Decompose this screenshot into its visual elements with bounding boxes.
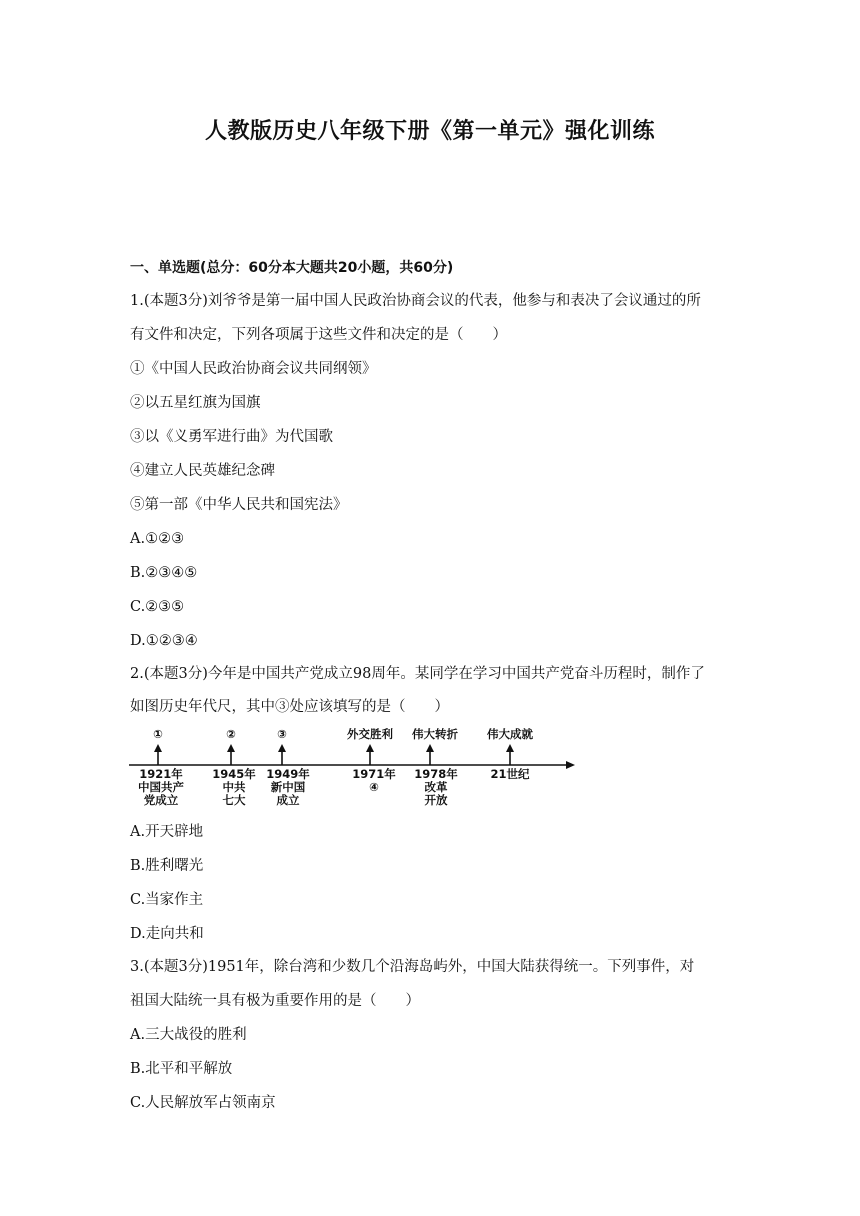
q1-item: ②以五星红旗为国旗 bbox=[130, 395, 261, 411]
q2-option-d: D.走向共和 bbox=[130, 926, 204, 942]
q3-option-c: C.人民解放军占领南京 bbox=[130, 1095, 276, 1111]
q2-stem-line1: 2.(本题3分)今年是中国共产党成立98周年。某同学在学习中国共产党奋斗历程时，制作了 bbox=[130, 666, 705, 682]
q1-item: ⑤第一部《中华人民共和国宪法》 bbox=[130, 497, 348, 513]
timeline-event-label: 新中国 bbox=[270, 780, 306, 794]
q3-stem-line1: 3.(本题3分)1951年，除台湾和少数几个沿海岛屿外，中国大陆获得统一。下列事件，对 bbox=[130, 959, 695, 975]
timeline-event-label: 开放 bbox=[424, 793, 448, 807]
document-title: 人教版历史八年级下册《第一单元》强化训练 bbox=[204, 119, 655, 144]
history-timeline bbox=[126, 724, 578, 816]
q1-option-a: A.①②③ bbox=[130, 531, 185, 547]
timeline-event-label: 中国共产 bbox=[138, 780, 184, 794]
timeline-marker-1945 bbox=[227, 744, 235, 765]
timeline-top-label: ③ bbox=[277, 727, 287, 741]
timeline-marker-1978 bbox=[426, 744, 434, 765]
timeline-event-label: 改革 bbox=[424, 780, 448, 794]
q2-option-a: A.开天辟地 bbox=[130, 824, 204, 840]
timeline-marker-1971 bbox=[366, 744, 374, 765]
q2-option-c: C.当家作主 bbox=[130, 892, 204, 908]
timeline-marker-1921 bbox=[154, 744, 162, 765]
timeline-top-label: ① bbox=[153, 727, 163, 741]
timeline-year-label: 21世纪 bbox=[490, 767, 530, 781]
q2-stem-line2: 如图历史年代尺，其中③处应该填写的是（ ） bbox=[130, 699, 449, 715]
timeline-year-label: 1971年 bbox=[352, 767, 396, 781]
timeline-event-label: 党成立 bbox=[143, 793, 179, 807]
q1-item: ④建立人民英雄纪念碑 bbox=[130, 463, 275, 479]
q1-stem-line2: 有文件和决定，下列各项属于这些文件和决定的是（ ） bbox=[130, 327, 507, 343]
q1-option-d: D.①②③④ bbox=[130, 633, 198, 649]
q1-item: ③以《义勇军进行曲》为代国歌 bbox=[130, 429, 333, 445]
timeline-arrowhead bbox=[566, 761, 575, 769]
q1-option-c: C.②③⑤ bbox=[130, 599, 185, 615]
timeline-event-label: 成立 bbox=[276, 793, 300, 807]
q3-option-a: A.三大战役的胜利 bbox=[130, 1027, 247, 1043]
timeline-year-label: 1921年 bbox=[139, 767, 183, 781]
timeline-event-label: ④ bbox=[369, 780, 379, 794]
q2-option-b: B.胜利曙光 bbox=[130, 858, 204, 874]
timeline-event-label: 七大 bbox=[222, 793, 246, 807]
timeline-year-label: 1945年 bbox=[212, 767, 256, 781]
q1-item: ①《中国人民政治协商会议共同纲领》 bbox=[130, 361, 377, 377]
timeline-top-label: 外交胜利 bbox=[347, 727, 393, 741]
timeline-marker-21c bbox=[506, 744, 514, 765]
timeline-year-label: 1978年 bbox=[414, 767, 458, 781]
q1-option-b: B.②③④⑤ bbox=[130, 565, 198, 581]
timeline-top-label: ② bbox=[226, 727, 236, 741]
q3-option-b: B.北平和平解放 bbox=[130, 1061, 233, 1077]
timeline-top-label: 伟大成就 bbox=[487, 727, 533, 741]
timeline-event-label: 中共 bbox=[222, 780, 246, 794]
timeline-marker-1949 bbox=[278, 744, 286, 765]
q1-stem-line1: 1.(本题3分)刘爷爷是第一届中国人民政治协商会议的代表，他参与和表决了会议通过的所 bbox=[130, 293, 701, 309]
section-heading: 一、单选题(总分：60分本大题共20小题，共60分) bbox=[130, 260, 454, 276]
timeline-year-label: 1949年 bbox=[266, 767, 310, 781]
q3-stem-line2: 祖国大陆统一具有极为重要作用的是（ ） bbox=[130, 993, 420, 1009]
timeline-top-label: 伟大转折 bbox=[412, 727, 458, 741]
